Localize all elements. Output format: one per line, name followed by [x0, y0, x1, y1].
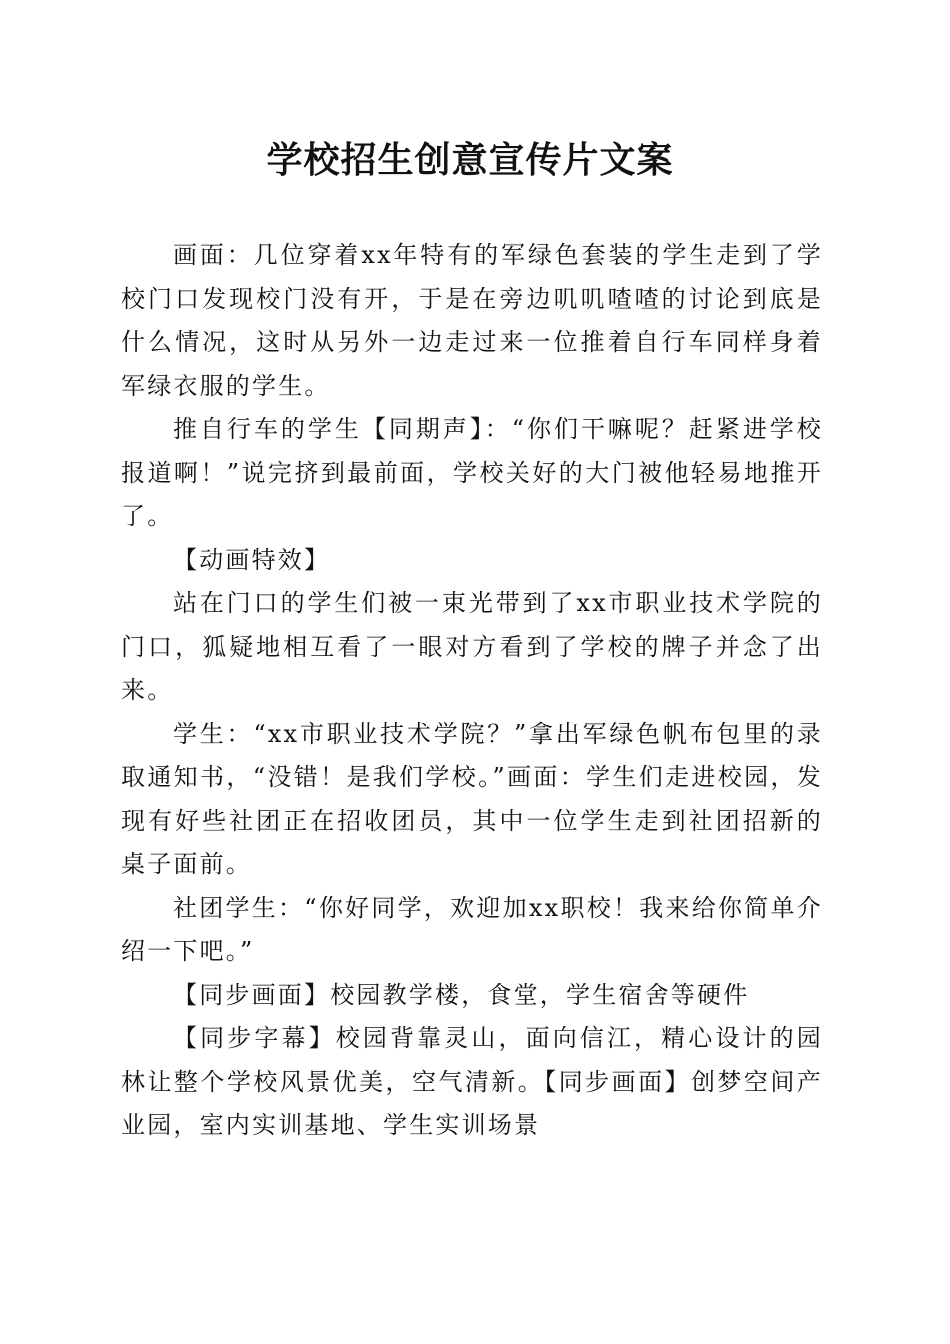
- paragraph: 社团学生：“你好同学，欢迎加xx职校！我来给你简单介绍一下吧。”: [121, 893, 823, 965]
- paragraph: 学生：“xx市职业技术学院？”拿出军绿色帆布包里的录取通知书，“没错！是我们学校。”画面：学生们走进校园，发现有好些社团正在招收团员，其中一位学生走到社团招新的桌子面前。: [121, 719, 823, 878]
- paragraph: 站在门口的学生们被一束光带到了xx市职业技术学院的门口，狐疑地相互看了一眼对方看到了学校的牌子并念了出来。: [121, 589, 823, 704]
- document-title: 学校招生创意宣传片文案: [266, 139, 674, 181]
- paragraph: 【同步字幕】校园背靠灵山，面向信江，精心设计的园林让整个学校风景优美，空气清新。【同步画面】创梦空间产业园，室内实训基地、学生实训场景: [121, 1024, 823, 1139]
- paragraph: 推自行车的学生【同期声】：“你们干嘛呢？赶紧进学校报道啊！”说完挤到最前面，学校关好的大门被他轻易地推开了。: [121, 415, 823, 530]
- paragraph: 【动画特效】: [173, 545, 331, 574]
- paragraph: 【同步画面】校园教学楼，食堂，学生宿舍等硬件: [173, 980, 750, 1009]
- document-body: [121, 234, 823, 1148]
- paragraph: 画面：几位穿着xx年特有的军绿色套装的学生走到了学校门口发现校门没有开，于是在旁边叽叽喳喳的讨论到底是什么情况，这时从另外一边走过来一位推着自行车同样身着军绿衣服的学生。: [121, 241, 823, 400]
